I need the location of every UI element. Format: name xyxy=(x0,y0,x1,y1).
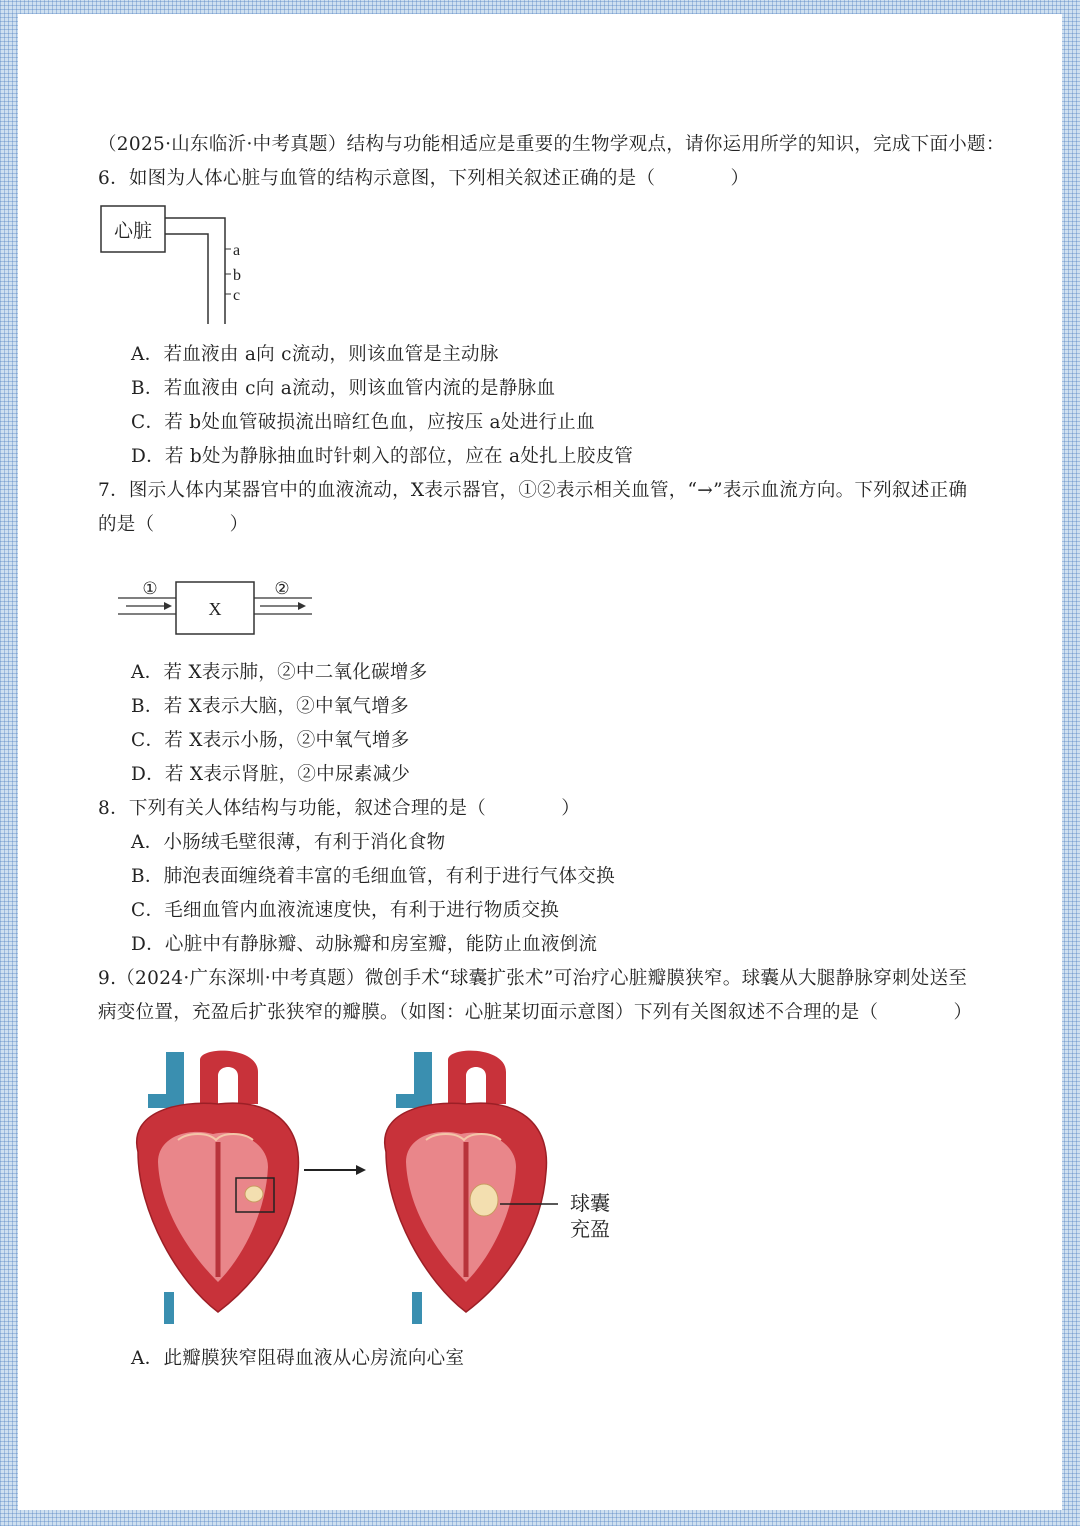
q8-option-d: D．心脏中有静脉瓣、动脉瓣和房室瓣，能防止血液倒流 xyxy=(131,934,598,955)
q7-label-1: ① xyxy=(142,579,158,599)
q7-option-c: C．若 X表示小肠，②中氧气增多 xyxy=(131,730,410,751)
q7-option-b: B．若 X表示大脑，②中氧气增多 xyxy=(131,696,409,717)
q9-balloon-inflated xyxy=(470,1184,498,1216)
q7-option-d: D．若 X表示肾脏，②中尿素减少 xyxy=(131,764,411,785)
q7-stem-line2: 的是（ ） xyxy=(98,514,249,535)
q8-stem: 8．下列有关人体结构与功能，叙述合理的是（ ） xyxy=(98,798,581,819)
q9-callout-line2: 充盈 xyxy=(570,1219,610,1241)
q6-label-a: a xyxy=(233,242,241,259)
q7-organ-flow-diagram xyxy=(116,574,316,644)
q6-label-b: b xyxy=(233,267,241,284)
q6-heart-label: 心脏 xyxy=(113,221,153,242)
q6-label-c: c xyxy=(233,287,241,304)
q6-option-a: A．若血液由 a向 c流动，则该血管是主动脉 xyxy=(131,344,499,365)
q9-callout-line1: 球囊 xyxy=(570,1193,610,1215)
q6-heart-vessel-diagram xyxy=(98,204,268,334)
q9-stem-line2: 病变位置，充盈后扩张狭窄的瓣膜。（如图：心脏某切面示意图）下列有关图叙述不合理的是（ ） xyxy=(98,1002,973,1023)
q8-option-b: B．肺泡表面缠绕着丰富的毛细血管，有利于进行气体交换 xyxy=(131,866,615,887)
q8-option-a: A．小肠绒毛壁很薄，有利于消化食物 xyxy=(131,832,446,853)
q9-stem-line1: 9.（2024·广东深圳·中考真题）微创手术“球囊扩张术”可治疗心脏瓣膜狭窄。球囊从大腿静脉穿刺处送至 xyxy=(98,968,968,989)
q7-option-a: A．若 X表示肺，②中二氧化碳增多 xyxy=(131,662,428,683)
q9-heart-after xyxy=(385,1051,547,1324)
q9-option-a: A．此瓣膜狭窄阻碍血液从心房流向心室 xyxy=(131,1348,465,1369)
q9-heart-before xyxy=(137,1051,299,1324)
intro-text: （2025·山东临沂·中考真题）结构与功能相适应是重要的生物学观点，请你运用所学的知识，完成下面小题： xyxy=(98,134,1005,155)
q9-balloon-deflated xyxy=(245,1186,263,1202)
q6-stem: 6．如图为人体心脏与血管的结构示意图，下列相关叙述正确的是（ ） xyxy=(98,168,750,189)
q6-vessel-inner xyxy=(165,234,208,324)
worksheet-page xyxy=(18,14,1062,1510)
q6-option-d: D．若 b处为静脉抽血时针刺入的部位，应在 a处扎上胶皮管 xyxy=(131,446,634,467)
q9-heart-cross-section-figure xyxy=(118,1042,638,1332)
q7-stem-line1: 7．图示人体内某器官中的血液流动，X表示器官，①②表示相关血管，“→”表示血流方向。下列叙述正确 xyxy=(98,480,968,501)
q8-option-c: C．毛细血管内血液流速度快，有利于进行物质交换 xyxy=(131,900,560,921)
q7-organ-label: X xyxy=(208,599,222,619)
q7-label-2: ② xyxy=(274,579,290,599)
q6-option-c: C．若 b处血管破损流出暗红色血，应按压 a处进行止血 xyxy=(131,412,595,433)
q6-option-b: B．若血液由 c向 a流动，则该血管内流的是静脉血 xyxy=(131,378,556,399)
